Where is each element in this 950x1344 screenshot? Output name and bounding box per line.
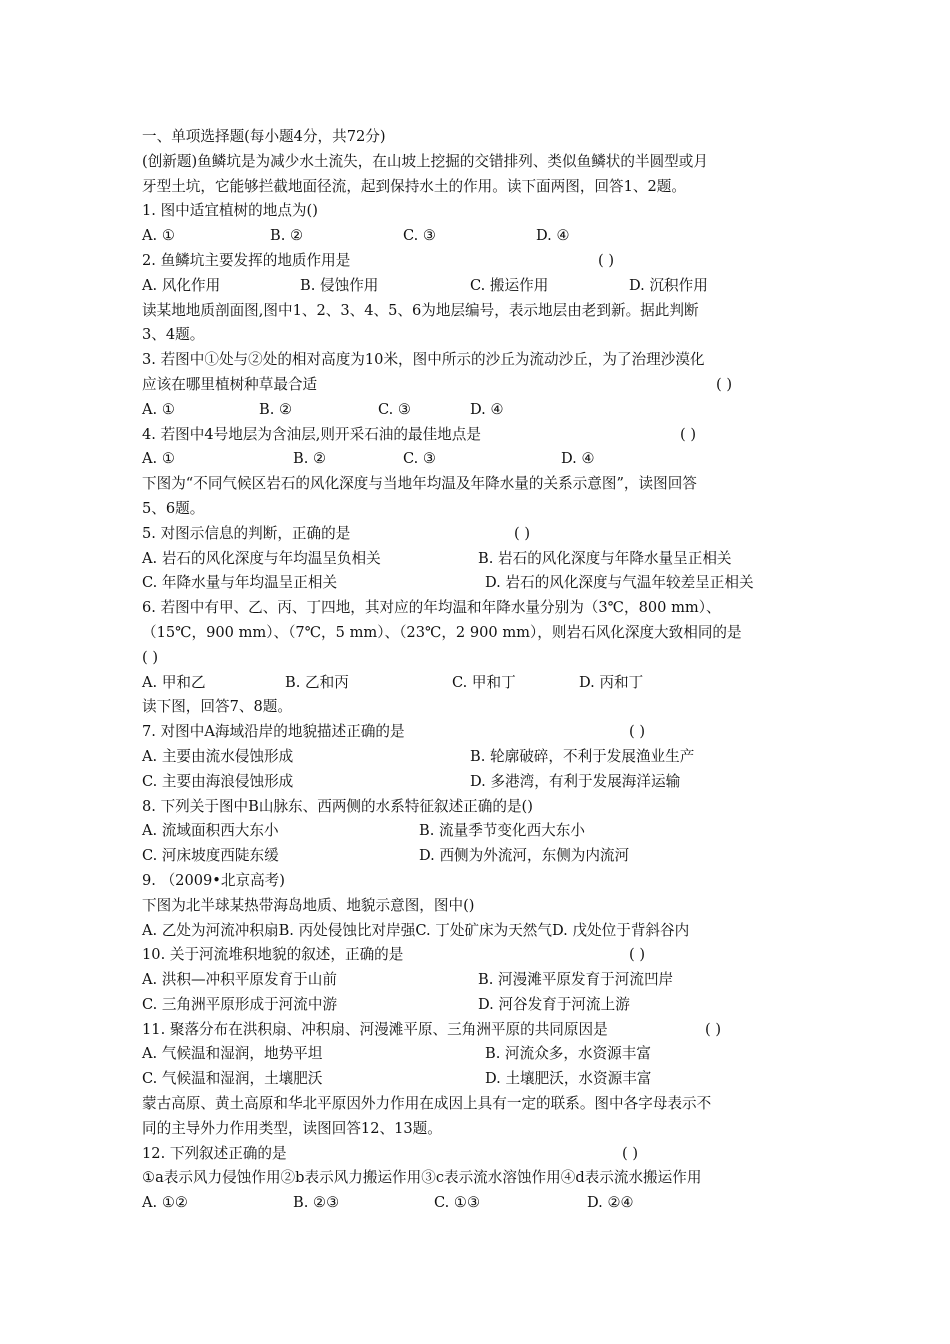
question-options <box>142 671 812 696</box>
answer-paren: ( ) <box>622 1144 639 1162</box>
option-b: B. 流量季节变化西大东小 <box>419 822 585 840</box>
option-a: A. ① <box>142 450 175 468</box>
option-c: C. 甲和丁 <box>452 673 516 691</box>
question-text: 5. 对图示信息的判断，正确的是 <box>142 524 351 542</box>
question-stem: 6. 若图中有甲、乙、丙、丁四地，其对应的年均温和年降水量分别为（3℃，800 mm）、 <box>142 599 721 617</box>
question-stem <box>142 249 812 274</box>
question-options <box>142 224 812 249</box>
option-a: A. 甲和乙 <box>142 673 206 691</box>
option-b: B. 岩石的风化深度与年降水量呈正相关 <box>478 549 732 567</box>
question-text: 应该在哪里植树种草最合适 <box>142 375 318 393</box>
option-c: C. ③ <box>403 227 437 245</box>
option-d: D. 多港湾，有利于发展海洋运输 <box>470 772 681 790</box>
question-options <box>142 398 812 423</box>
option-d: D. ②④ <box>587 1194 634 1212</box>
option-d: D. 河谷发育于河流上游 <box>478 995 630 1013</box>
option-d: D. 丙和丁 <box>579 673 644 691</box>
question-text: 4. 若图中4号地层为含油层,则开采石油的最佳地点是 <box>142 425 481 443</box>
question-options <box>142 1067 812 1092</box>
question-stem <box>142 720 812 745</box>
option-a: A. ①② <box>142 1194 188 1212</box>
question-text: 12. 下列叙述正确的是 <box>142 1144 287 1162</box>
option-c: C. 河床坡度西陡东缓 <box>142 847 279 865</box>
question-options <box>142 819 812 844</box>
question-options <box>142 968 812 993</box>
option-a: A. 气候温和湿润，地势平坦 <box>142 1045 323 1063</box>
question-stem: 8. 下列关于图中B山脉东、西两侧的水系特征叙述正确的是() <box>142 797 533 815</box>
option-b: B. 河漫滩平原发育于河流凹岸 <box>478 971 674 989</box>
option-d: D. ④ <box>561 450 595 468</box>
question-stem <box>142 943 812 968</box>
question-text: 7. 对图中A海域沿岸的地貌描述正确的是 <box>142 723 405 741</box>
option-c: C. ③ <box>378 400 412 418</box>
question-stem: 下图为北半球某热带海岛地质、地貌示意图，图中() <box>142 896 475 914</box>
option-c: C. 主要由海浪侵蚀形成 <box>142 772 294 790</box>
section-title: 一、单项选择题(每小题4分，共72分) <box>142 128 386 145</box>
option-c: C. ③ <box>403 450 437 468</box>
question-options <box>142 1042 812 1067</box>
option-b: B. ②③ <box>293 1194 340 1212</box>
question-options <box>142 770 812 795</box>
option-d: D. 西侧为外流河，东侧为内流河 <box>419 847 630 865</box>
question-stem <box>142 1142 812 1167</box>
exam-page <box>142 125 812 1216</box>
question-stem: 3. 若图中①处与②处的相对高度为10米，图中所示的沙丘为流动沙丘，为了治理沙漠化 <box>142 351 705 369</box>
question-options <box>142 993 812 1018</box>
question-options: A. 乙处为河流冲积扇B. 丙处侵蚀比对岸强C. 丁处矿床为天然气D. 戊处位于背斜谷内 <box>142 921 690 939</box>
question-options <box>142 547 812 572</box>
option-b: B. ② <box>270 227 304 245</box>
answer-paren: ( ) <box>142 648 159 666</box>
answer-paren: ( ) <box>716 375 733 393</box>
question-options <box>142 1191 812 1216</box>
intro-text: (创新题)鱼鳞坑是为减少水土流失，在山坡上挖掘的交错排列、类似鱼鳞状的半圆型或月 <box>142 152 708 170</box>
intro-text: 3、4题。 <box>142 326 205 344</box>
option-a: A. 岩石的风化深度与年均温呈负相关 <box>142 549 381 567</box>
question-options <box>142 571 812 596</box>
question-options <box>142 447 812 472</box>
option-c: C. 气候温和湿润，土壤肥沃 <box>142 1070 323 1088</box>
answer-paren: ( ) <box>629 946 646 964</box>
question-text: 11. 聚落分布在洪积扇、冲积扇、河漫滩平原、三角洲平原的共同原因是 <box>142 1020 608 1038</box>
question-options <box>142 745 812 770</box>
option-c: C. 年降水量与年均温呈正相关 <box>142 574 338 592</box>
answer-paren: ( ) <box>514 524 531 542</box>
question-stem <box>142 1018 812 1043</box>
question-stem <box>142 522 812 547</box>
option-d: D. ④ <box>536 227 570 245</box>
question-options <box>142 844 812 869</box>
option-d: D. 沉积作用 <box>629 276 708 294</box>
option-c: C. 三角洲平原形成于河流中游 <box>142 995 338 1013</box>
question-stem: 9. （2009•北京高考) <box>142 871 285 889</box>
option-a: A. 洪积—冲积平原发育于山前 <box>142 971 337 989</box>
option-a: A. ① <box>142 227 175 245</box>
option-b: B. 乙和丙 <box>285 673 349 691</box>
intro-text: 牙型土坑，它能够拦截地面径流，起到保持水土的作用。读下面两图，回答1、2题。 <box>142 177 686 195</box>
answer-paren: ( ) <box>629 723 646 741</box>
option-b: B. ② <box>293 450 327 468</box>
question-text: 2. 鱼鳞坑主要发挥的地质作用是 <box>142 251 351 269</box>
option-a: A. ① <box>142 400 175 418</box>
option-b: B. ② <box>259 400 293 418</box>
question-stem <box>142 373 812 398</box>
question-stem: 1. 图中适宜植树的地点为() <box>142 202 318 220</box>
answer-paren: ( ) <box>680 425 697 443</box>
option-c: C. 搬运作用 <box>470 276 549 294</box>
intro-text: 读下图，回答7、8题。 <box>142 698 292 716</box>
question-stem <box>142 423 812 448</box>
intro-text: 蒙古高原、黄土高原和华北平原因外力作用在成因上具有一定的联系。图中各字母表示不 <box>142 1095 712 1113</box>
option-b: B. 河流众多，水资源丰富 <box>485 1045 651 1063</box>
option-c: C. ①③ <box>434 1194 481 1212</box>
option-b: B. 侵蚀作用 <box>300 276 379 294</box>
option-d: D. ④ <box>470 400 504 418</box>
option-d: D. 土壤肥沃，水资源丰富 <box>485 1070 652 1088</box>
option-a: A. 风化作用 <box>142 276 221 294</box>
option-b: B. 轮廓破碎，不利于发展渔业生产 <box>470 747 695 765</box>
question-options <box>142 274 812 299</box>
option-a: A. 流域面积西大东小 <box>142 822 279 840</box>
question-stem: （15℃，900 mm）、（7℃，5 mm）、（23℃，2 900 mm），则岩石风化深度大致相同的是 <box>142 623 742 641</box>
answer-paren: ( ) <box>705 1020 722 1038</box>
intro-text: 同的主导外力作用类型，读图回答12、13题。 <box>142 1119 442 1137</box>
answer-paren: ( ) <box>598 251 615 269</box>
question-statements: ①a表示风力侵蚀作用②b表示风力搬运作用③c表示流水溶蚀作用④d表示流水搬运作用 <box>142 1169 702 1187</box>
option-a: A. 主要由流水侵蚀形成 <box>142 747 294 765</box>
intro-text: 下图为“不同气候区岩石的风化深度与当地年均温及年降水量的关系示意图”，读图回答 <box>142 475 697 493</box>
option-d: D. 岩石的风化深度与气温年较差呈正相关 <box>485 574 754 592</box>
question-text: 10. 关于河流堆积地貌的叙述，正确的是 <box>142 946 404 964</box>
intro-text: 读某地地质剖面图,图中1、2、3、4、5、6为地层编号，表示地层由老到新。据此判断 <box>142 301 699 319</box>
intro-text: 5、6题。 <box>142 499 205 517</box>
